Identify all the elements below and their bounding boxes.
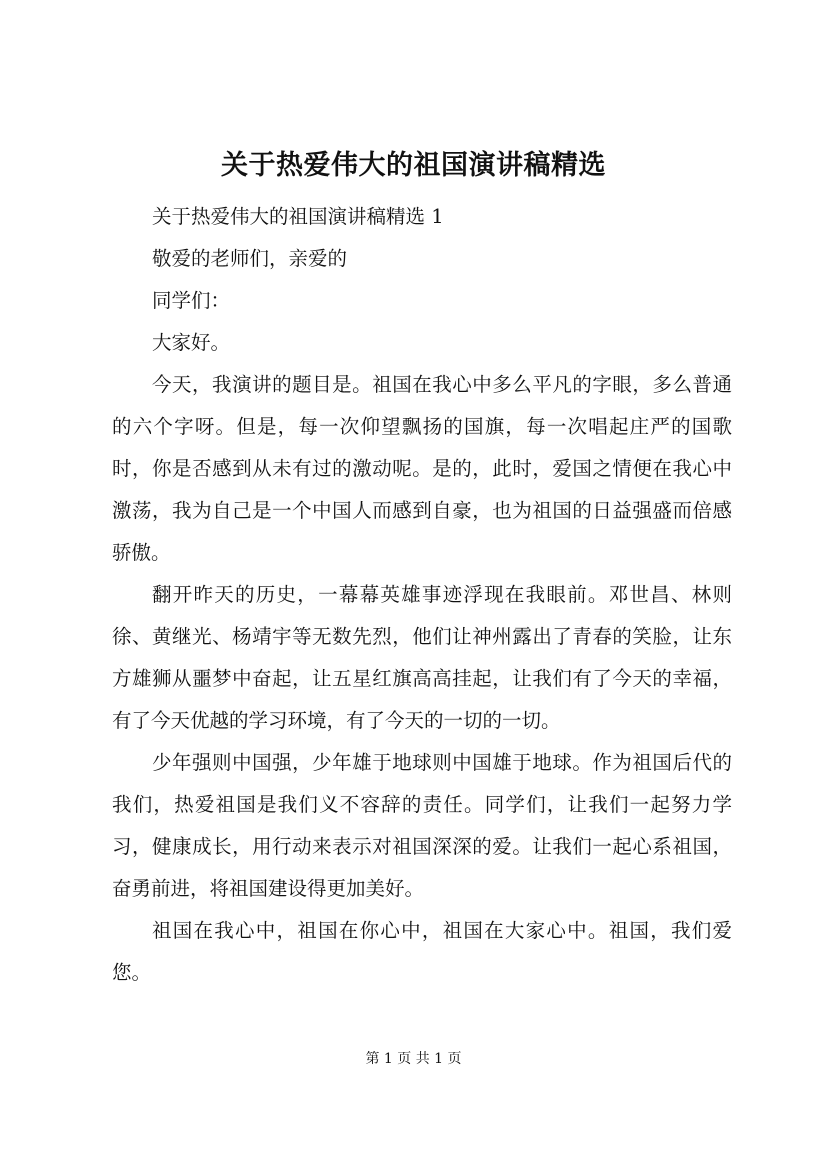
- paragraph-salutation: 敬爱的老师们，亲爱的: [152, 247, 348, 270]
- page-number-footer: 第 1 页 共 1 页: [365, 1051, 462, 1067]
- paragraph-greeting: 大家好。: [152, 331, 231, 354]
- paragraph-body: 翻开昨天的历史，一幕幕英雄事迹浮现在我眼前。邓世昌、林则徐、黄继光、杨靖宇等无数先烈，他们让神州露出了青春的笑脸，让东方雄狮从噩梦中奋起，让五星红旗高高挂起，让我们有了今天的幸福，有了今天优越的学习环境，有了今天的一切的一切。: [112, 583, 732, 732]
- document-body: [112, 196, 732, 994]
- paragraph-salutation-continued: 同学们：: [152, 289, 231, 312]
- paragraph-closing: 祖国在我心中，祖国在你心中，祖国在大家心中。祖国，我们爱您。: [112, 919, 732, 984]
- paragraph-body: 今天，我演讲的题目是。祖国在我心中多么平凡的字眼，多么普通的六个字呀。但是，每一次仰望飘扬的国旗，每一次唱起庄严的国歌时，你是否感到从未有过的激动呢。是的，此时，爱国之情便在我心中激荡，我为自己是一个中国人而感到自豪，也为祖国的日益强盛而倍感骄傲。: [112, 373, 732, 564]
- document-title: 关于热爱伟大的祖国演讲稿精选: [221, 150, 606, 181]
- paragraph-heading: 关于热爱伟大的祖国演讲稿精选 1: [152, 205, 444, 228]
- paragraph-body: 少年强则中国强，少年雄于地球则中国雄于地球。作为祖国后代的我们，热爱祖国是我们义不容辞的责任。同学们，让我们一起努力学习，健康成长，用行动来表示对祖国深深的爱。让我们一起心系祖国，奋勇前进，将祖国建设得更加美好。: [112, 751, 732, 900]
